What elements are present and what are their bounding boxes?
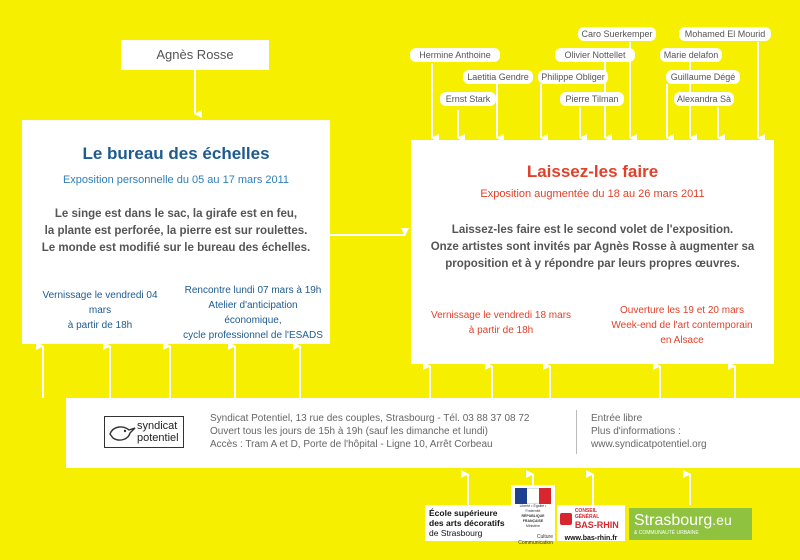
artist-pill: Olivier Nottellet [555, 48, 635, 62]
logo-text: syndicat [137, 420, 178, 432]
exhibition-left-box [22, 120, 330, 344]
strasbourg-eu-logo: Strasbourg.eu & COMMUNAUTÉ URBAINE [629, 508, 752, 540]
exhibition-right-title: Laissez-les faire [526, 162, 659, 181]
artist-pill: Mohamed El Mourid [679, 27, 771, 41]
right-vernissage: Vernissage le vendredi 18 mars à partir de 18h [430, 310, 572, 336]
artist-pill: Philippe Obliger [538, 70, 608, 84]
exhibition-right-description: Laissez-les faire est le second volet de l'exposition. Onze artistes sont invités par Agnès Rosse à augmenter sa proposition et à y répondre par leurs propres œuvres. [430, 224, 755, 270]
left-rencontre: Rencontre lundi 07 mars à 19h Atelier d'anticipation économique, cycle professionnel de l'ESADS [183, 285, 323, 341]
artist-pill: Guillaume Dégé [666, 70, 740, 84]
logo-text: potentiel [137, 432, 179, 444]
bird-icon [107, 420, 137, 446]
artist-header-box [121, 40, 269, 70]
exhibition-left-description: Le singe est dans le sac, la girafe est en feu, la plante est perforée, la pierre est sur roulettes. Le monde est modifié sur le bureau des échelles. [41, 208, 311, 254]
left-vernissage: Vernissage le vendredi 04 mars à partir de 18h [42, 290, 158, 331]
artist-name: Agnès Rosse [156, 47, 234, 62]
bas-rhin-emblem-icon [560, 513, 572, 525]
exhibition-right-dates: Exposition augmentée du 18 au 26 mars 2011 [480, 188, 705, 200]
right-ouverture: Ouverture les 19 et 20 mars Week-end de l'art contemporain en Alsace [611, 305, 753, 346]
artist-pill: Marie delafon [660, 48, 722, 62]
artist-pill: Laetitia Gendre [463, 70, 533, 84]
artist-pill: Caro Suerkemper [578, 27, 656, 41]
artist-pill: Ernst Stark [440, 92, 496, 106]
artist-pill: Pierre Tilman [560, 92, 624, 106]
bas-rhin-logo: CONSEIL GÉNÉRAL BAS-RHIN www.bas-rhin.fr [557, 505, 625, 541]
footer-entry-info: Entrée libre Plus d'informations : www.syndicatpotentiel.org [591, 413, 707, 450]
website-link[interactable]: www.syndicatpotentiel.org [591, 439, 707, 450]
republique-francaise-logo: Liberté • Égalité • Fraternité RÉPUBLIQUE FRANÇAISE Ministère Culture Communication [511, 485, 555, 541]
artist-pill: Hermine Anthoine [410, 48, 500, 62]
exhibition-right-box [411, 140, 774, 364]
exhibition-left-title: Le bureau des échelles [82, 144, 270, 163]
flag-icon [515, 488, 551, 504]
syndicat-potentiel-logo [104, 416, 184, 448]
exhibition-left-dates: Exposition personnelle du 05 au 17 mars 2011 [62, 174, 290, 186]
artist-pill: Alexandra Sà [674, 92, 734, 106]
esad-logo: École supérieure des arts décoratifs de Strasbourg [425, 505, 511, 541]
footer-info-bar [66, 398, 800, 468]
footer-divider [576, 410, 577, 454]
footer-address: Syndicat Potentiel, 13 rue des couples, Strasbourg - Tél. 03 88 37 08 72 Ouvert tous les jours de 15h à 19h (sauf les dimanche et lundi) Accès : Tram A et D, Porte de l'hôpital - Ligne 10, Arrêt Corbeau [210, 413, 530, 450]
